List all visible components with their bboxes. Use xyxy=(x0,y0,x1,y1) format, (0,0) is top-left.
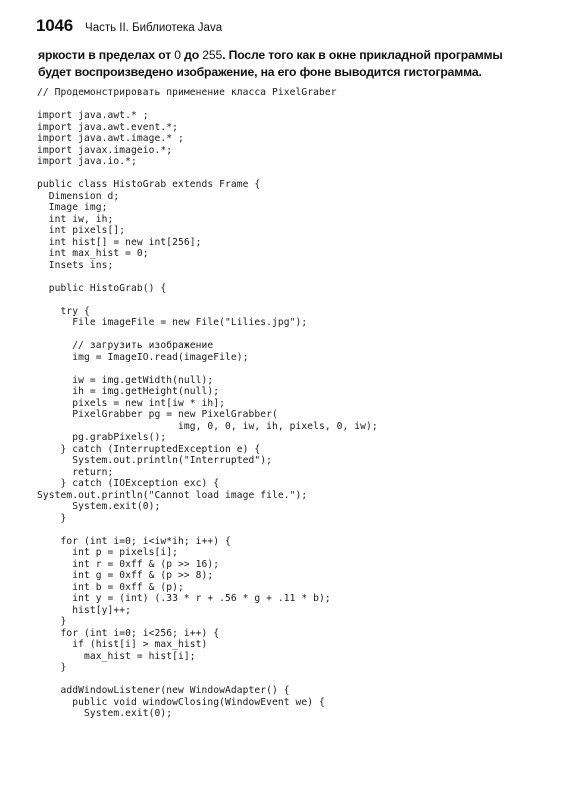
code-line: img, 0, 0, iw, ih, pixels, 0, iw); xyxy=(37,420,378,432)
code-line: } catch (InterruptedException e) { xyxy=(37,443,261,455)
code-line: } xyxy=(37,616,67,627)
code-line: return; xyxy=(37,466,114,478)
code-line: import java.awt.event.*; xyxy=(37,121,179,133)
code-line: ih = img.getHeight(null); xyxy=(37,386,220,397)
code-line: for (int i=0; i<256; i++) { xyxy=(37,627,220,639)
code-line: } catch (IOException exc) { xyxy=(37,478,220,489)
code-line: addWindowListener(new WindowAdapter() { xyxy=(37,685,290,696)
code-listing xyxy=(37,87,378,720)
code-line xyxy=(37,524,378,536)
code-line: import javax.imageio.*; xyxy=(37,144,173,156)
code-line xyxy=(37,271,378,283)
code-line: import java.awt.* ; xyxy=(37,110,149,121)
code-line: PixelGrabber pg = new PixelGrabber( xyxy=(37,409,278,420)
code-line xyxy=(37,329,378,341)
code-line: Image img; xyxy=(37,202,108,213)
code-line: public HistoGrab() { xyxy=(37,282,167,294)
code-line xyxy=(37,168,378,180)
code-line: max_hist = hist[i]; xyxy=(37,650,196,662)
code-line: Insets ins; xyxy=(37,259,114,271)
code-line: System.out.println("Interrupted"); xyxy=(37,455,273,466)
code-line: for (int i=0; i<iw*ih; i++) { xyxy=(37,535,231,547)
code-line: int pixels[]; xyxy=(37,225,126,236)
code-line: try { xyxy=(37,305,90,317)
page-number: 1046 xyxy=(36,16,74,35)
intro-line-1 xyxy=(38,47,568,64)
range-max: 255 xyxy=(202,48,223,62)
intro-text: . После того как в окне прикладной программы xyxy=(222,48,503,62)
code-line: // загрузить изображение xyxy=(37,340,214,351)
code-line: import java.awt.image.* ; xyxy=(37,133,184,144)
code-line: int r = 0xff & (p >> 16); xyxy=(37,558,220,570)
range-min: 0 xyxy=(174,48,181,62)
running-title: Часть II. Библиотека Java xyxy=(85,22,223,34)
intro-paragraph xyxy=(38,47,568,81)
code-line: int hist[] = new int[256]; xyxy=(37,236,202,248)
code-line: img = ImageIO.read(imageFile); xyxy=(37,351,249,363)
code-line: } xyxy=(37,662,67,673)
code-line: hist[y]++; xyxy=(37,604,132,616)
code-line: System.exit(0); xyxy=(37,708,173,719)
code-line xyxy=(37,674,378,686)
code-line: iw = img.getWidth(null); xyxy=(37,374,214,386)
code-line: System.exit(0); xyxy=(37,501,161,512)
code-line: pg.grabPixels(); xyxy=(37,432,167,443)
code-line: System.out.println("Cannot load image file."); xyxy=(37,489,308,501)
code-line: public class HistoGrab extends Frame { xyxy=(37,179,261,190)
page-header xyxy=(36,16,222,38)
code-line: // Продемонстрировать применение класса PixelGraber xyxy=(37,87,337,98)
code-line xyxy=(37,363,378,375)
code-line xyxy=(37,99,378,111)
code-line: Dimension d; xyxy=(37,190,120,202)
code-line: import java.io.*; xyxy=(37,156,137,167)
code-line: pixels = new int[iw * ih]; xyxy=(37,397,226,409)
code-line: public void windowClosing(WindowEvent we) { xyxy=(37,696,325,708)
code-line: int g = 0xff & (p >> 8); xyxy=(37,570,214,581)
code-line: int y = (int) (.33 * r + .56 * g + .11 * b); xyxy=(37,593,331,604)
intro-text: яркости в пределах от xyxy=(38,48,175,62)
intro-line-2: будет воспроизведено изображение, на его фоне выводится гистограмма. xyxy=(38,65,482,79)
code-line: int max_hist = 0; xyxy=(37,248,149,259)
code-line xyxy=(37,294,378,306)
code-line: if (hist[i] > max_hist) xyxy=(37,639,208,650)
code-line: File imageFile = new File("Lilies.jpg"); xyxy=(37,317,308,328)
code-line: } xyxy=(37,512,67,524)
code-line: int iw, ih; xyxy=(37,213,114,225)
code-line: int b = 0xff & (p); xyxy=(37,581,184,593)
code-line: int p = pixels[i]; xyxy=(37,547,179,558)
intro-text: до xyxy=(180,48,203,62)
